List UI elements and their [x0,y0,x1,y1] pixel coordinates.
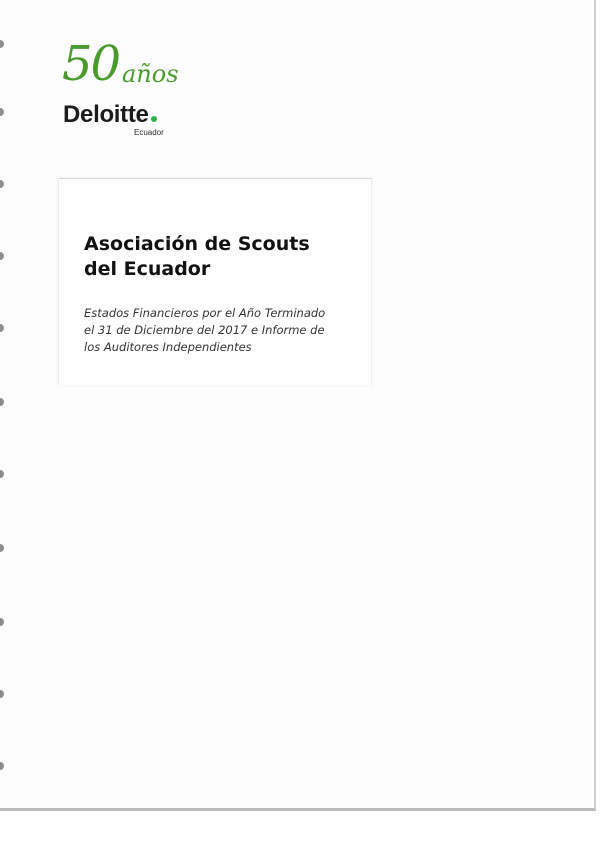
document-title-line: del Ecuador [84,258,211,280]
anniversary-word: años [122,60,179,88]
document-title-line: Asociación de Scouts [84,233,310,255]
document-subtitle-line: el 31 de Diciembre del 2017 e Informe de [84,323,325,337]
document-subtitle-line: los Auditores Independientes [84,340,252,354]
brand-dot-icon [151,116,157,122]
anniversary-number: 50 [62,36,120,92]
brand-country: Ecuador [134,128,164,137]
brand-logo [63,101,157,129]
brand-name: Deloitte [63,101,149,128]
document-title [84,232,364,282]
document-subtitle [84,305,369,356]
document-subtitle-line: Estados Financieros por el Año Terminado [84,306,326,320]
